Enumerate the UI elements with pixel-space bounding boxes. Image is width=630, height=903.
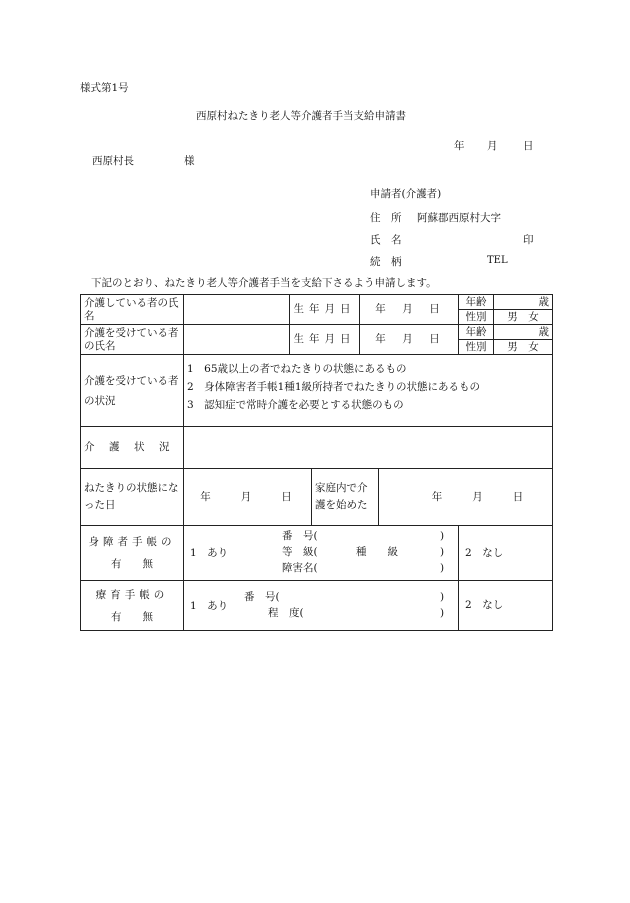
rehab-degree-close: ): [440, 606, 445, 619]
disability-name-close: ): [440, 561, 445, 574]
recipient-sex-label: 性別: [459, 340, 494, 355]
recipient-sex-options[interactable]: 男 女: [494, 340, 553, 355]
disability-grade-label: 等 級(: [282, 545, 318, 558]
care-label: 介 護 状 況: [81, 427, 184, 469]
date-month: 月: [487, 140, 498, 152]
recipient-name-field[interactable]: [184, 325, 290, 355]
disability-grade-close: ): [440, 545, 445, 558]
caregiver-name-field[interactable]: [184, 295, 290, 325]
caregiver-birth-value[interactable]: 年 月 日: [360, 295, 459, 325]
caregiver-sex-options[interactable]: 男 女: [494, 310, 553, 325]
home-care-date[interactable]: 年 月 日: [379, 469, 553, 526]
addressee-name: 西原村長: [92, 155, 134, 167]
rehab-yes[interactable]: 1 あり: [190, 599, 229, 612]
rehab-degree-label: 程 度(: [268, 606, 304, 619]
bedridden-label: ねたきりの状態になった日: [81, 469, 184, 526]
form-number: 様式第1号: [80, 82, 129, 94]
rehab-row: [81, 581, 553, 631]
caregiver-birth-label: 生年月日: [290, 295, 360, 325]
recipient-birth-value[interactable]: 年 月 日: [360, 325, 459, 355]
caregiver-name-label: 介護している者の氏名: [81, 295, 184, 325]
disability-no[interactable]: 2 なし: [459, 526, 553, 581]
disability-number-label: 番 号(: [282, 529, 318, 542]
status-options[interactable]: [184, 355, 553, 427]
date-day: 日: [523, 140, 534, 152]
name-label: 氏 名: [370, 234, 402, 246]
addressee-honorific: 様: [184, 155, 195, 167]
address-label: 住 所: [370, 212, 402, 224]
status-row: [81, 355, 553, 427]
rehab-no[interactable]: 2 なし: [459, 581, 553, 631]
rehab-yes-cell[interactable]: [184, 581, 459, 631]
recipient-row-top: [81, 325, 553, 340]
caregiver-sex-label: 性別: [459, 310, 494, 325]
status-option-1[interactable]: 1 65歳以上の者でねたきりの状態にあるもの: [187, 363, 407, 375]
form-title: 西原村ねたきり老人等介護者手当支給申請書: [196, 110, 406, 122]
recipient-age-label: 年齢: [459, 325, 494, 340]
applicant-heading: 申請者(介護者): [370, 188, 442, 200]
rehab-number-label: 番 号(: [244, 590, 280, 603]
rehab-label: 療育手帳の 有 無: [81, 581, 184, 631]
disability-yes-cell[interactable]: [184, 526, 459, 581]
caregiver-age-unit[interactable]: 歳: [494, 295, 553, 310]
care-row: [81, 427, 553, 469]
recipient-age-unit[interactable]: 歳: [494, 325, 553, 340]
rehab-number-close: ): [440, 590, 445, 603]
caregiver-row-top: [81, 295, 553, 310]
status-label: 介護を受けている者の状況: [81, 355, 184, 427]
care-field[interactable]: [184, 427, 553, 469]
address-value: 阿蘇郡西原村大字: [417, 212, 501, 224]
status-option-3[interactable]: 3 認知症で常時介護を必要とする状態のもの: [187, 399, 404, 411]
date-year: 年: [454, 140, 465, 152]
relation-label: 続 柄: [370, 256, 402, 268]
disability-type-label: 種 級: [356, 545, 398, 558]
disability-name-label: 障害名(: [282, 561, 318, 574]
dates-row: [81, 469, 553, 526]
home-care-label: 家庭内で介護を始めた: [312, 469, 379, 526]
disability-yes[interactable]: 1 あり: [190, 546, 229, 559]
recipient-name-label: 介護を受けている者の氏名: [81, 325, 184, 355]
application-table: [80, 294, 553, 631]
disability-row: [81, 526, 553, 581]
caregiver-age-label: 年齢: [459, 295, 494, 310]
bedridden-date[interactable]: 年 月 日: [184, 469, 312, 526]
seal-mark: 印: [523, 234, 534, 246]
status-option-2[interactable]: 2 身体障害者手帳1種1級所持者でねたきりの状態にあるもの: [187, 381, 481, 393]
recipient-birth-label: 生年月日: [290, 325, 360, 355]
disability-number-close: ): [440, 529, 445, 542]
tel-label: TEL: [487, 255, 508, 266]
disability-label: 身障者手帳の 有 無: [81, 526, 184, 581]
intro-text: 下記のとおり、ねたきり老人等介護者手当を支給下さるよう申請します。: [91, 277, 437, 289]
